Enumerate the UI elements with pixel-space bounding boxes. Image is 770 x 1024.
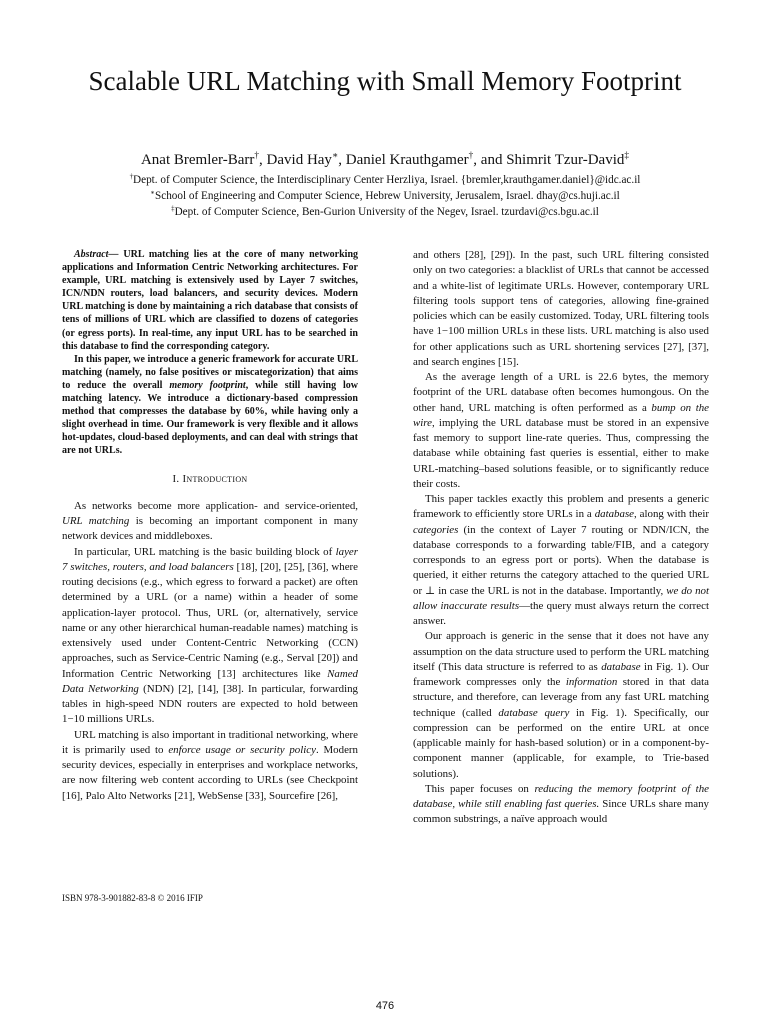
body-text: is becoming an important component in many network devices and middleboxes.: [62, 515, 358, 543]
affiliation-text: School of Engineering and Computer Science, Hebrew University, Jerusalem, Israel. dhay@cs.huji.ac.il: [155, 190, 620, 202]
author-separator: ,: [338, 152, 346, 168]
body-text: [18], [20], [25], [36], where routing decisions (e.g., which egress to forward a packet) are often determined by a URL (or a name) within a header of some application-layer protocol. Thus, URL (or, alternatively, service name or any other hierarchical human-readable names) matching is extensively used under Content-Centric Networking (CCN) approaches, such as Service-Centric Naming (e.g., Serval [20]) and Information Centric Networking [13] architectures like: [62, 560, 358, 680]
body-text: As networks become more application- and service-oriented,: [74, 499, 358, 512]
right-column: [413, 248, 709, 828]
affiliation-line: [40, 172, 730, 188]
body-text: This paper tackles exactly this problem and presents a generic framework to efficiently store URLs in a: [413, 493, 709, 521]
abstract-lead: Abstract—: [74, 249, 119, 260]
body-text: In particular, URL matching is the basic building block of: [74, 545, 336, 558]
body-text: Our approach is generic in the sense that it does not have any assumption on the data structure used to perform the URL matching itself (This data structure is referred to as: [413, 630, 709, 673]
affiliation-text: Dept. of Computer Science, Ben-Gurion University of the Negev, Israel. tzurdavi@cs.bgu.ac.il: [174, 206, 599, 218]
affiliation-mark: †: [254, 151, 260, 161]
body-paragraph: [62, 545, 358, 728]
body-text: in Fig. 1). Our framework compresses only the: [413, 660, 709, 688]
body-paragraph: [413, 782, 709, 828]
body-text: , implying the URL database must be stored in an expensive fast memory to support line-rate queries. Thus, compressing the database while obtaining fast queries is essential, either to make URL-matching–based solutions feasible, or to significantly reduce their costs.: [413, 416, 709, 490]
section-heading: [62, 472, 358, 487]
abstract-text: In this paper, we introduce a generic framework for accurate URL matching (namely, no false positives or miscategorization) that aims to reduce the overall: [62, 353, 358, 391]
body-emphasis: information: [565, 676, 618, 688]
body-text: This paper focuses on: [425, 782, 535, 795]
left-column: [62, 248, 358, 804]
body-paragraph: [413, 629, 709, 782]
affiliation-mark: ∗: [150, 188, 155, 197]
author-name: Daniel Krauthgamer: [345, 152, 469, 168]
abstract-paragraph: [62, 248, 358, 353]
body-text: (NDN) [2], [14], [38]. In particular, forwarding tables in high-speed NDN routers are expected to hold between 1−10 millions URLs.: [62, 682, 358, 726]
body-emphasis: database: [594, 508, 635, 521]
author-separator: ,: [259, 152, 267, 168]
affiliation-mark: ‡: [171, 204, 175, 213]
paper-title: Scalable URL Matching with Small Memory Footprint: [88, 66, 682, 96]
abstract-emphasis: memory footprint: [169, 379, 246, 391]
author-name: Anat Bremler-Barr: [140, 152, 255, 168]
affiliation-line: [40, 204, 730, 220]
body-paragraph: and others [28], [29]). In the past, such URL filtering consisted only on two categories: a blacklist of URLs that cannot be accessed and a white-list of legitimate URLs. However, contemporary URL filtering tools support tens of categories, allowing fine-grained policies which can be easily customized. Today, URL filtering tools have 1−100 million URLs in these lists. URL matching is also used for other applications such as URL shortening services [27], [37], and search engines [15].: [413, 249, 709, 368]
abstract-text: URL matching lies at the core of many networking applications and Information Centric Networking architectures. For example, URL matching is extensively used by Layer 7 switches, ICN/NDN routers, load balancers, and security devices. Modern URL matching is done by maintaining a rich database that consists of tens of millions of URL which are classified to dozens of categories (or egress ports). In real-time, any input URL has to be searched in this database to find the corresponding category.: [62, 249, 359, 352]
body-emphasis: categories: [413, 523, 459, 536]
author-list: [40, 150, 730, 170]
body-emphasis: database: [601, 660, 641, 673]
body-paragraph: [413, 370, 709, 492]
author-separator: , and: [473, 152, 507, 168]
body-emphasis: layer 7 switches, routers, and load balancers: [62, 545, 358, 573]
body-text: As the average length of a URL is 22.6 bytes, the memory footprint of the URL database often becomes humongous. On the other hand, URL matching is often performed as a: [413, 371, 709, 414]
affiliation-mark: ‡: [624, 151, 630, 161]
body-text: stored in that data structure, and therefore, can leverage from any fast URL matching technique (called: [413, 676, 709, 719]
isbn-copyright: ISBN 978-3-901882-83-8 © 2016 IFIP: [62, 893, 203, 903]
affiliation-mark: †: [129, 172, 134, 181]
affiliation-mark: ∗: [331, 151, 339, 161]
body-paragraph: [413, 492, 709, 629]
affiliation-list: [40, 172, 730, 220]
section-number: I.: [172, 472, 180, 485]
body-emphasis: Named Data Networking: [62, 667, 358, 695]
body-emphasis: bump on the wire: [413, 401, 710, 429]
affiliation-line: [40, 188, 730, 204]
body-text: , along with their: [634, 508, 709, 521]
body-text: URL matching is also important in traditional networking, where it is primarily used to: [62, 728, 358, 756]
body-paragraph: [62, 728, 358, 804]
body-text: (in the context of Layer 7 routing or NDN/ICN, the database corresponds to a forwarding table/FIB, and a category corresponds to an egress port or ports). When the database is queried, it either returns the category attached to the queried URL or ⊥ in case the URL is not in the database. Importantly,: [413, 523, 709, 597]
affiliation-mark: †: [468, 151, 474, 161]
affiliation-text: Dept. of Computer Science, the Interdisciplinary Center Herzliya, Israel. {bremler,krauthgamer.daniel}@idc.ac.il: [133, 174, 641, 186]
body-text: . Modern security devices, especially in enterprises and workplace networks, are now filtering web content according to URLs (see Checkpoint [16], Palo Alto Networks [21], WebSense [33], Sourcefire [26],: [62, 743, 358, 802]
abstract-text: , while still having low matching latency. We introduce a dictionary-based compression method that compresses the database by 60%, while having only a slight overhead in time. Our framework is very flexible and it allows hot-updates, cloud-based deployments, and can deal with strings that are not URLs.: [62, 379, 358, 457]
body-emphasis: URL matching: [62, 515, 130, 527]
section-title: Introduction: [182, 472, 248, 485]
body-emphasis: reducing the memory footprint of the database, while still enabling fast queries.: [413, 782, 709, 810]
body-emphasis: database query: [498, 706, 570, 719]
author-name: Shimrit Tzur-David: [506, 152, 625, 168]
abstract-paragraph: [62, 353, 358, 458]
abstract: [62, 248, 358, 458]
body-text: Since URLs share many common substrings, a naïve approach would: [413, 798, 709, 826]
body-paragraph: [62, 499, 358, 545]
body-text: in Fig. 1). Specifically, our compression can be performed on the entire URL at once (applicable mainly for hash-based solution) or in a component-by-component manner (applicable, for example, to Trie-based solutions).: [413, 706, 709, 780]
body-emphasis: we do not allow inaccurate results: [413, 584, 709, 612]
page-number: 476: [375, 1000, 395, 1012]
author-name: David Hay: [266, 152, 332, 168]
body-text: —the query must always return the correct answer.: [413, 599, 709, 627]
body-emphasis: enforce usage or security policy: [168, 743, 316, 756]
